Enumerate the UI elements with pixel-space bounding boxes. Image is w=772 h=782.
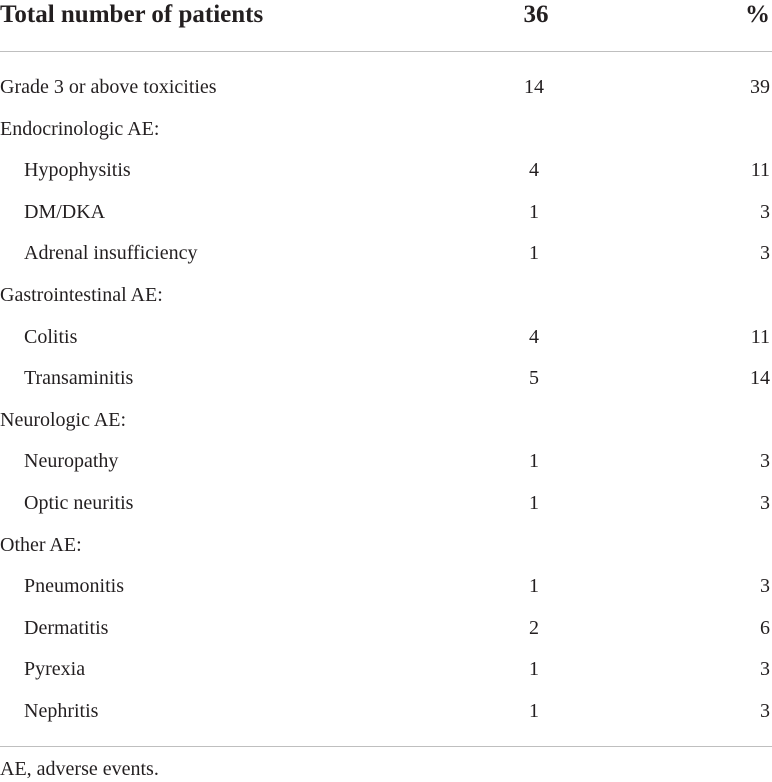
table-row — [0, 324, 772, 350]
row-count: 1 — [529, 242, 539, 264]
row-count: 14 — [524, 76, 544, 98]
row-sublabel: Adrenal insufficiency — [24, 242, 198, 264]
table-row — [0, 282, 772, 308]
table-header-row — [0, 0, 772, 30]
row-sublabel: Hypophysitis — [24, 159, 131, 181]
row-sublabel: Neuropathy — [24, 450, 119, 472]
table-row — [0, 116, 772, 142]
row-percent: 3 — [760, 492, 770, 514]
row-count: 4 — [529, 159, 539, 181]
row-sublabel: Transaminitis — [24, 367, 134, 389]
row-label: Other AE: — [0, 534, 82, 556]
table-row — [0, 199, 772, 225]
row-percent: 11 — [750, 159, 770, 181]
row-percent: 3 — [760, 450, 770, 472]
row-percent: 3 — [760, 575, 770, 597]
table-row — [0, 490, 772, 516]
row-percent: 3 — [760, 242, 770, 264]
table-row — [0, 365, 772, 391]
row-sublabel: Nephritis — [24, 700, 99, 722]
row-count: 1 — [529, 658, 539, 680]
footer-divider — [0, 746, 772, 747]
header-divider — [0, 51, 772, 52]
row-percent: 3 — [760, 201, 770, 223]
row-percent: 3 — [760, 700, 770, 722]
row-sublabel: Dermatitis — [24, 617, 109, 639]
row-percent: 11 — [750, 326, 770, 348]
row-count: 1 — [529, 201, 539, 223]
table-row — [0, 74, 772, 100]
header-percent: % — [745, 1, 770, 28]
row-count: 1 — [529, 700, 539, 722]
row-count: 4 — [529, 326, 539, 348]
table-row — [0, 573, 772, 599]
row-count: 2 — [529, 617, 539, 639]
table-row — [0, 448, 772, 474]
row-percent: 6 — [760, 617, 770, 639]
header-label: Total number of patients — [0, 1, 264, 28]
row-count: 1 — [529, 450, 539, 472]
row-count: 1 — [529, 575, 539, 597]
row-percent: 39 — [750, 76, 770, 98]
table-row — [0, 615, 772, 641]
row-sublabel: Colitis — [24, 326, 78, 348]
table-row — [0, 240, 772, 266]
table-row — [0, 407, 772, 433]
row-sublabel: Pneumonitis — [24, 575, 125, 597]
row-sublabel: Pyrexia — [24, 658, 86, 680]
row-count: 1 — [529, 492, 539, 514]
header-count: 36 — [523, 1, 549, 28]
row-label: Grade 3 or above toxicities — [0, 76, 217, 98]
table-row — [0, 157, 772, 183]
table-footnote: AE, adverse events. — [0, 758, 159, 780]
table-row — [0, 698, 772, 724]
row-percent: 14 — [750, 367, 770, 389]
row-sublabel: DM/DKA — [24, 201, 106, 223]
row-percent: 3 — [760, 658, 770, 680]
table-row — [0, 656, 772, 682]
row-label: Gastrointestinal AE: — [0, 284, 163, 306]
table-row — [0, 532, 772, 558]
row-label: Neurologic AE: — [0, 409, 127, 431]
row-label: Endocrinologic AE: — [0, 118, 160, 140]
row-sublabel: Optic neuritis — [24, 492, 134, 514]
row-count: 5 — [529, 367, 539, 389]
